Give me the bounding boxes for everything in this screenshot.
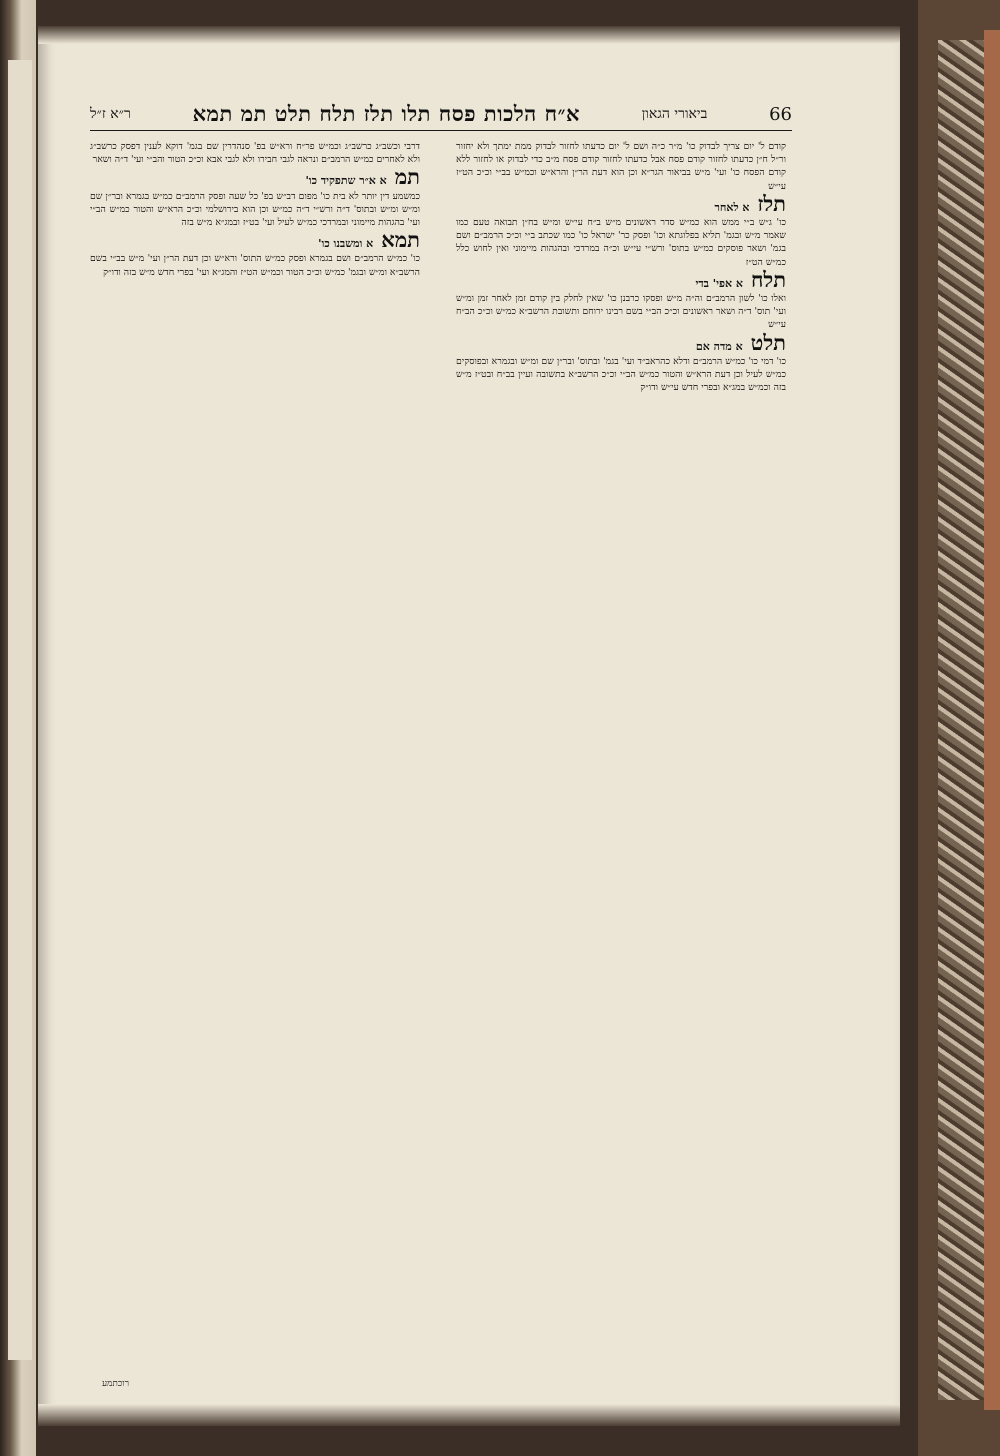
left-column-intro: דרבי וכשב״ג כרשב״ג וכמ״ש פר״ח ורא״ש בפ' סנהדרין שם בגמ' דוקא לענין דפסק כרשב״ג ולא לאחרים כמ״ש הרמב״ם ונראה לגבי חבירו ולא לגבי אבא וכ״כ הטור והב״י ועי' ד״ה ושאר bbox=[90, 141, 420, 166]
running-head: א״ח הלכות פסח תלו תלז תלח תלט תמ תמא bbox=[192, 101, 580, 126]
section-text: כו' דמי כו' כמ״ש הרמב״ם ודלא כהראב״ד ועי' בגמ' ובתוס' ובר״ן שם ומ״ש ובגמרא ובפוסקים כמ״ש לעיל וכן דעת הרא״ש והטור כמ״ש הב״י וכ״כ הרשב״א בתשובה ועיין בב״ח ובט״ז מ״ש בזה וכמ״ש במג״א ובפרי חדש עי״ש ודו״ק bbox=[456, 355, 786, 394]
left-text-column bbox=[90, 140, 420, 1385]
section-lemma: א א״ר שתפקיד כו' bbox=[305, 174, 387, 188]
marbled-board bbox=[938, 40, 986, 1400]
section-text: כמשמע דין יותר לא בית כו' מפום דב״ש בפ' כל שעה ופסק הרמב״ם כמ״ש בגמרא ובר״ן שם ומ״ש ומ״ש ובתוס' ד״ה ורש״י ד״ה כמ״ש וכן הוא בירושלמי וכ״כ הרא״ש והטור כמ״ש הב״י ועי' בהגהות מיימוני ובמרדכי כמ״ש לעיל ועי' בט״ז ובמג״א מ״ש בזה bbox=[90, 190, 420, 229]
section-number: תמא bbox=[381, 227, 420, 253]
section-lemma: א אפי' בדי bbox=[695, 276, 743, 290]
section-lemma: א לאחר bbox=[714, 200, 750, 214]
section-number: תמ bbox=[394, 164, 420, 190]
section-heading bbox=[90, 227, 420, 253]
section-text: כו' כמ״ש הרמב״ם ושם בגמרא ופסק כמ״ש התוס' ורא״ש וכן דעת הר״ן ועי' מ״ש בב״י בשם הרשב״א ומ״ש ובגמ' כמ״ש וכ״כ הטור וכמ״ש הט״ז והמג״א ועי' בפרי חדש מ״ש בזה ודו״ק bbox=[90, 253, 420, 278]
page-number: 66 bbox=[769, 103, 792, 125]
facing-page-edge bbox=[0, 0, 36, 1456]
section-number: תלח bbox=[750, 266, 786, 292]
section-number: תלז bbox=[757, 190, 786, 216]
binding-cover bbox=[918, 0, 1000, 1456]
section-lemma: א ומשבנו כו' bbox=[318, 237, 374, 251]
right-text-column bbox=[456, 140, 786, 1385]
section-heading bbox=[456, 329, 786, 355]
section-heading bbox=[456, 266, 786, 292]
section-heading bbox=[90, 164, 420, 190]
section-heading bbox=[456, 190, 786, 216]
page-header bbox=[90, 98, 792, 131]
header-right-label: ביאורי הגאון bbox=[641, 105, 708, 122]
section-number: תלט bbox=[750, 329, 786, 355]
section-lemma: א מדה אם bbox=[695, 339, 743, 353]
header-left-label: ר״א ז״ל bbox=[90, 105, 131, 122]
bottom-page-edge bbox=[38, 1404, 900, 1426]
section-text: כו' ג״ש ב״י ממש הוא כמ״ש סדר ראשונים מ״ש ב״ח עי״ש ומ״ש בח״ן תבואה טעם כמו שאמר מ״ש ובגמ' תליא בפלוגתא וכו' ופסק כר' ישראל כו' כמו שכתב ב״י וכ״כ הרמב״ם ושם בגמ' ושאר פוסקים כמ״ש בתוס' ורש״י עי״ש וכ״ה במרדכי ובהגהות מיימוני ואין לחוש כלל כמ״ש הט״ז bbox=[456, 217, 786, 268]
section-text: ואלו כו' לשון הרמב״ם וה״ה מ״ש ופסקו כרבנן כו' שאין לחלק בין קודם זמן לאחר זמן ומ״ש ועי' תוס' ד״ה ושאר ראשונים וכ״כ הב״י בשם רבינו ירוחם ותשובת הרשב״א כמ״ש וכ״כ הב״ח עי״ש bbox=[456, 293, 786, 331]
facing-page-margin bbox=[8, 60, 32, 1360]
leather-spine-edge bbox=[984, 30, 1000, 1410]
printer-signature: רוכתמע bbox=[102, 1379, 130, 1389]
top-page-edge bbox=[38, 26, 900, 44]
right-column-intro: קודם ל' יום צריך לבדוק כו' מ״ר כ״ה ושם ל' יום כדעתו לחזור לבדוק ממת ימתך ולא יחזור ור״ל ח״ן כדעתו לחזור קודם פסח אבל כדעתו לחזור קודם פסח מ״ב כדי לבדוק או לחזור ללא קודם הפסח כו' ועי' מ״ש בביאור הגר״א וכן הוא דעת הר״ן והרא״ש וכמ״ש בב״י וכ״כ הט״ז עי״ש bbox=[456, 141, 786, 192]
